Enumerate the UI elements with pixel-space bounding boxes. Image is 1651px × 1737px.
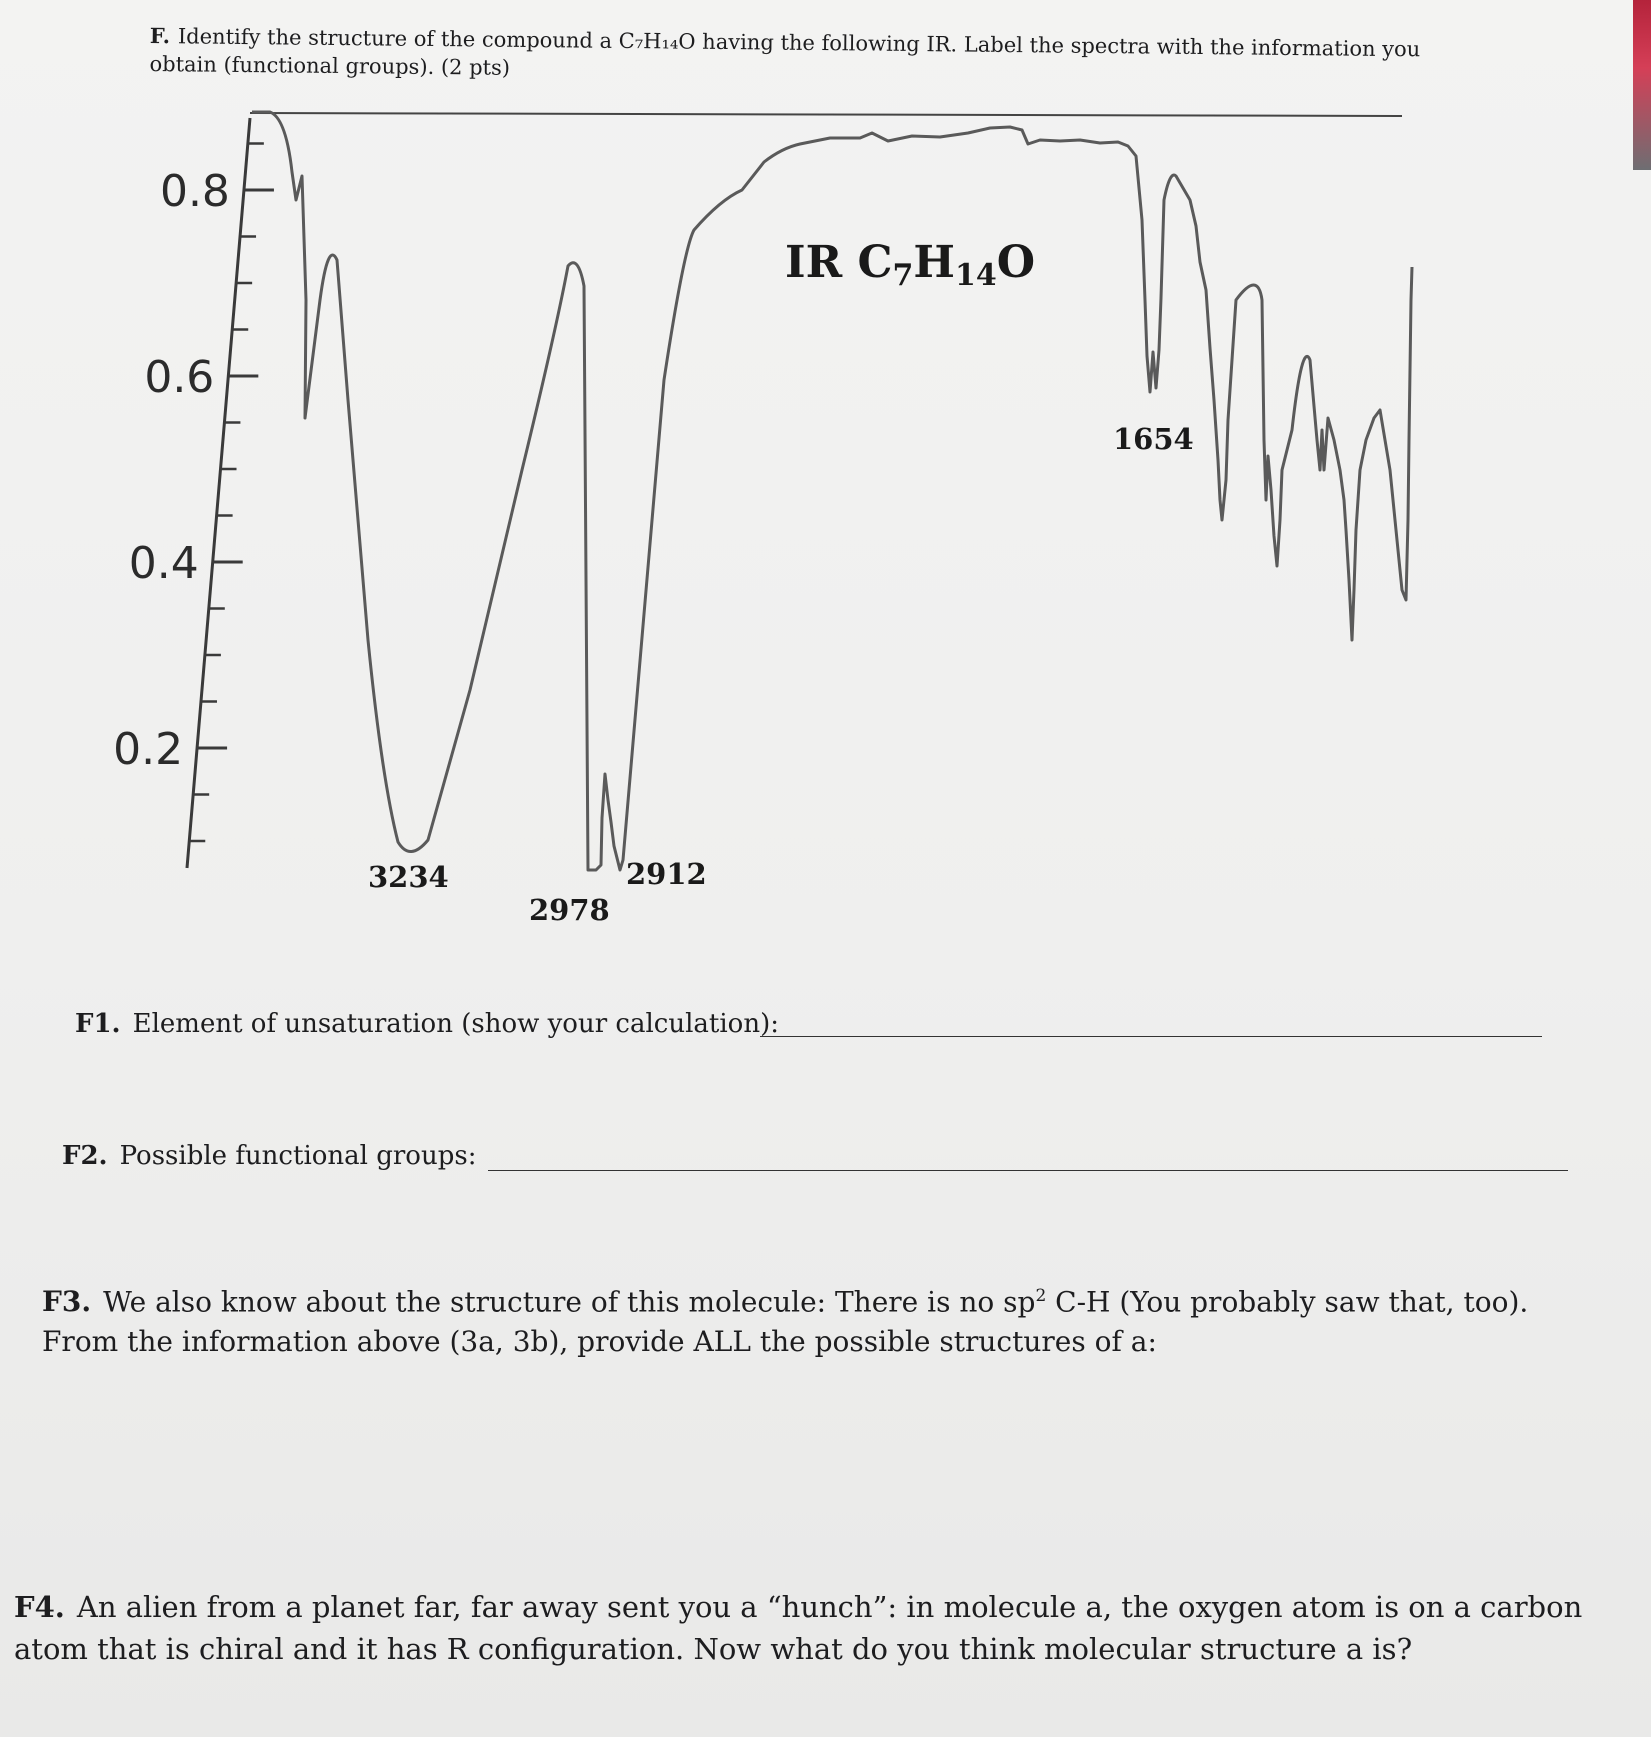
question-f3-line2: From the information above (3a, 3b), provide ALL the possible structures of a: [42, 1325, 1157, 1359]
spectrum-title-h: H [913, 237, 955, 288]
spectrum-title-sub-7: 7 [892, 258, 914, 293]
y-axis-minor-ticks [189, 144, 264, 842]
peak-label-2978: 2978 [529, 893, 610, 927]
y-axis-line [187, 118, 250, 868]
spectrum-title-sub-14: 14 [954, 258, 997, 293]
question-f4-text: An alien from a planet far, far away sent you a “hunch”: in molecule a, the oxygen atom is on a carbon atom that is chiral and it has R configuration. Now what do you think molecular structure a is? [14, 1590, 1583, 1666]
question-f3-label: F3. [42, 1285, 92, 1319]
peak-label-2912: 2912 [626, 857, 707, 891]
spectrum-top-border [250, 113, 1402, 116]
question-f3-text-a: We also know about the structure of this molecule: There is no sp [103, 1285, 1036, 1319]
ir-spectrum-trace [252, 112, 1412, 870]
y-axis-major-ticks [113, 166, 274, 775]
question-f3-line1 [42, 1276, 1562, 1322]
answer-line-f1[interactable] [760, 1036, 1542, 1037]
question-f4-label: F4. [14, 1590, 65, 1624]
spectrum-title-prefix: IR C [785, 237, 893, 288]
y-tick-label: 0.8 [159, 166, 230, 217]
question-f2 [62, 1136, 476, 1176]
question-f2-text: Possible functional groups: [119, 1141, 477, 1171]
question-f-text: Identify the structure of the compound a C₇H₁₄O having the following IR. Label the spectra with the information you obtain (functional groups). (2 pts) [149, 24, 1421, 80]
question-f1 [75, 1004, 779, 1044]
question-f1-label: F1. [75, 1009, 121, 1039]
y-tick-label: 0.4 [128, 538, 199, 589]
question-f2-label: F2. [62, 1141, 108, 1171]
question-f3-superscript: 2 [1035, 1286, 1047, 1306]
peak-label-1654: 1654 [1113, 422, 1194, 456]
y-axis [113, 118, 274, 868]
question-f3-text-b: C-H (You probably saw that, too). [1046, 1285, 1529, 1319]
spectrum-title-o: O [996, 237, 1036, 288]
y-tick-label: 0.2 [113, 724, 184, 775]
question-f1-text: Element of unsaturation (show your calculation): [132, 1009, 779, 1039]
question-f4 [14, 1586, 1644, 1670]
peak-label-3234: 3234 [368, 860, 449, 894]
question-f-label: F. [149, 22, 171, 49]
answer-line-f2[interactable] [488, 1170, 1568, 1171]
y-tick-label: 0.6 [144, 352, 215, 403]
question-f3 [42, 1276, 1562, 1362]
spectrum-title [785, 237, 1035, 293]
